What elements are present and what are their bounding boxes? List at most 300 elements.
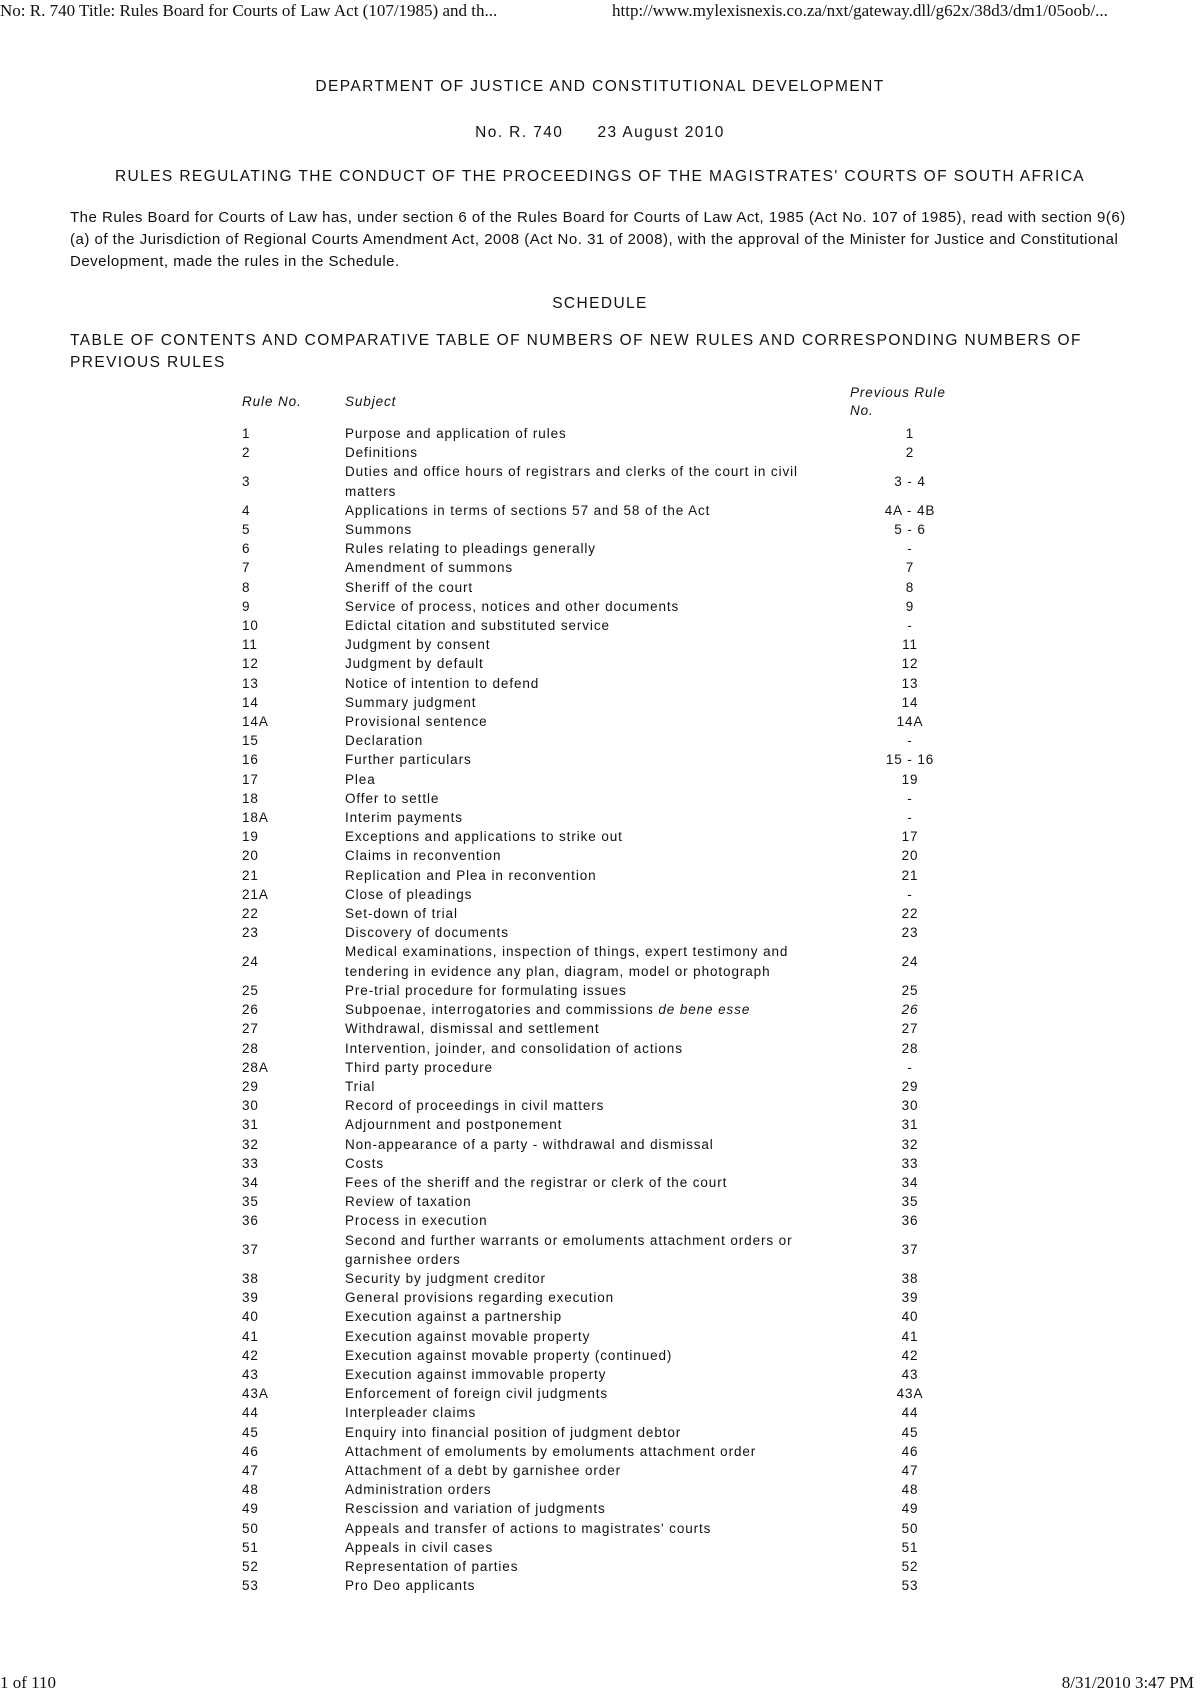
previous-rule-number: 3 - 4 xyxy=(894,474,926,489)
rule-subject xyxy=(345,1403,850,1422)
previous-rule-number: 24 xyxy=(901,954,919,970)
notice-number-date: No. R. 740 23 August 2010 xyxy=(475,124,725,141)
previous-rule-number: - xyxy=(907,886,913,902)
table-row xyxy=(242,981,970,1000)
rule-number: 30 xyxy=(242,1098,259,1114)
table-row xyxy=(242,1384,970,1403)
previous-rule-number: 46 xyxy=(901,1443,919,1459)
rule-number: 27 xyxy=(242,1021,259,1037)
print-header-title: No: R. 740 Title: Rules Board for Courts of Law Act (107/1985) and th... xyxy=(0,1,498,20)
rule-number: 3 xyxy=(242,474,251,489)
previous-rule-number: 15 - 16 xyxy=(885,752,935,768)
previous-rule-number: 35 xyxy=(901,1194,919,1210)
toc-header-row xyxy=(242,384,970,424)
previous-rule-number: 27 xyxy=(901,1021,919,1037)
previous-rule-number: 14A xyxy=(896,714,924,730)
rule-number: 51 xyxy=(242,1539,259,1555)
print-footer-datetime: 8/31/2010 3:47 PM xyxy=(1061,1673,1194,1692)
previous-rule-number: 11 xyxy=(902,637,918,653)
rule-number: 48 xyxy=(242,1482,259,1498)
rule-number: 34 xyxy=(242,1174,259,1190)
table-row xyxy=(242,770,970,789)
col-header-previous-rule-no: Previous Rule No. xyxy=(850,385,946,418)
rule-subject-text: Offer to settle xyxy=(345,790,440,806)
rule-subject-text: Adjournment and postponement xyxy=(345,1117,563,1133)
rule-subject xyxy=(345,827,850,846)
rule-number: 12 xyxy=(242,656,259,672)
table-row xyxy=(242,789,970,808)
rule-subject xyxy=(345,1423,850,1442)
rule-number: 28 xyxy=(242,1040,259,1056)
previous-rule-number: 43A xyxy=(896,1386,924,1402)
previous-rule-number: 28 xyxy=(901,1040,919,1056)
table-row xyxy=(242,674,970,693)
previous-rule-number: 23 xyxy=(901,925,919,941)
rule-subject-text: Rules relating to pleadings generally xyxy=(345,541,596,557)
rule-subject xyxy=(345,1211,850,1230)
table-row xyxy=(242,597,970,616)
rule-subject xyxy=(345,923,850,942)
table-row xyxy=(242,558,970,577)
rule-subject-text: Duties and office hours of registrars and clerks of the court in civil matters xyxy=(345,464,798,499)
rule-subject-text: Close of pleadings xyxy=(345,886,473,902)
rule-number: 8 xyxy=(242,579,251,595)
table-row xyxy=(242,501,970,520)
previous-rule-number: 40 xyxy=(901,1309,919,1325)
rule-subject-text: Security by judgment creditor xyxy=(345,1270,546,1286)
table-row xyxy=(242,1538,970,1557)
rule-number: 43 xyxy=(242,1366,259,1382)
previous-rule-number: 20 xyxy=(901,848,919,864)
table-row xyxy=(242,942,970,980)
rule-subject xyxy=(345,1000,850,1019)
rule-subject-text: Execution against a partnership xyxy=(345,1309,563,1325)
rule-subject xyxy=(345,712,850,731)
rule-number: 18A xyxy=(242,810,269,826)
rule-number: 50 xyxy=(242,1520,259,1536)
rule-subject xyxy=(345,674,850,693)
rule-subject xyxy=(345,1077,850,1096)
rule-number: 39 xyxy=(242,1290,259,1306)
department-heading: DEPARTMENT OF JUSTICE AND CONSTITUTIONAL DEVELOPMENT xyxy=(315,78,885,95)
rule-subject-text: Definitions xyxy=(345,445,418,461)
previous-rule-number: 13 xyxy=(901,675,919,691)
table-row xyxy=(242,712,970,731)
table-row xyxy=(242,750,970,769)
previous-rule-number: 39 xyxy=(901,1290,919,1306)
table-row xyxy=(242,1480,970,1499)
rule-subject xyxy=(345,1365,850,1384)
rule-subject xyxy=(345,597,850,616)
document-title: RULES REGULATING THE CONDUCT OF THE PROCEEDINGS OF THE MAGISTRATES' COURTS OF SOUTH AFRICA xyxy=(114,168,1086,185)
table-row xyxy=(242,635,970,654)
rule-subject xyxy=(345,1135,850,1154)
rule-number: 17 xyxy=(242,771,259,787)
rule-subject-text: Purpose and application of rules xyxy=(345,426,567,441)
rule-subject-text: Fees of the sheriff and the registrar or clerk of the court xyxy=(345,1174,728,1190)
previous-rule-number: - xyxy=(907,541,913,557)
rule-subject-text: Non-appearance of a party - withdrawal and dismissal xyxy=(345,1136,714,1152)
previous-rule-number: 51 xyxy=(901,1539,919,1555)
rule-subject-text: General provisions regarding execution xyxy=(345,1290,615,1306)
previous-rule-number: 41 xyxy=(901,1328,919,1344)
rule-subject-text: Declaration xyxy=(345,733,424,749)
rule-subject-text: Enquiry into financial position of judgment debtor xyxy=(345,1424,682,1440)
previous-rule-number: - xyxy=(907,733,913,749)
rule-subject-text: Appeals and transfer of actions to magistrates' courts xyxy=(345,1520,712,1536)
rule-number: 40 xyxy=(242,1309,259,1325)
rule-number: 9 xyxy=(242,598,251,614)
rule-subject-text: Summary judgment xyxy=(345,694,477,710)
previous-rule-number: 12 xyxy=(901,656,919,672)
rule-subject xyxy=(345,443,850,462)
table-row xyxy=(242,1211,970,1230)
table-row xyxy=(242,1365,970,1384)
previous-rule-number: 4A - 4B xyxy=(884,502,936,518)
rule-subject-text: Costs xyxy=(345,1155,385,1171)
table-row xyxy=(242,1077,970,1096)
previous-rule-number: 38 xyxy=(901,1270,919,1286)
rule-number: 29 xyxy=(242,1078,259,1094)
rule-subject-text: Execution against movable property xyxy=(345,1328,591,1344)
rule-subject xyxy=(345,1538,850,1557)
table-row xyxy=(242,808,970,827)
rule-subject-text: Judgment by default xyxy=(345,656,484,672)
rule-subject xyxy=(345,808,850,827)
rule-subject xyxy=(345,942,850,980)
rule-subject-text: Provisional sentence xyxy=(345,714,488,730)
print-header-url: http://www.mylexisnexis.co.za/nxt/gateway.dll/g62x/38d3/dm1/05oob/... xyxy=(612,1,1108,20)
rule-subject xyxy=(345,1192,850,1211)
rule-number: 23 xyxy=(242,925,259,941)
rule-subject xyxy=(345,1499,850,1518)
rule-number: 32 xyxy=(242,1136,259,1152)
rule-number: 42 xyxy=(242,1347,259,1363)
previous-rule-number: 48 xyxy=(901,1482,919,1498)
rule-number: 35 xyxy=(242,1194,259,1210)
table-row xyxy=(242,520,970,539)
rule-subject-text: Interpleader claims xyxy=(345,1405,477,1421)
previous-rule-number: 33 xyxy=(901,1155,919,1171)
rule-number: 24 xyxy=(242,954,259,970)
table-row xyxy=(242,578,970,597)
rule-subject-text: Set-down of trial xyxy=(345,906,458,922)
rule-number: 41 xyxy=(242,1328,259,1344)
table-row xyxy=(242,885,970,904)
previous-rule-number: 9 xyxy=(905,598,915,614)
previous-rule-number: 32 xyxy=(901,1136,919,1152)
table-row xyxy=(242,1058,970,1077)
rule-subject-text: Withdrawal, dismissal and settlement xyxy=(345,1021,600,1037)
rule-number: 22 xyxy=(242,906,259,922)
previous-rule-number: 7 xyxy=(905,560,915,576)
rule-number: 45 xyxy=(242,1424,259,1440)
rule-subject-text: Sheriff of the court xyxy=(345,579,474,595)
rule-subject xyxy=(345,1576,850,1595)
table-row xyxy=(242,1269,970,1288)
rule-subject xyxy=(345,1307,850,1326)
previous-rule-number: - xyxy=(907,618,913,634)
table-row xyxy=(242,1039,970,1058)
rule-subject xyxy=(345,1480,850,1499)
rule-subject-text: Third party procedure xyxy=(345,1059,493,1075)
rule-subject-text: Trial xyxy=(345,1078,376,1094)
table-row xyxy=(242,1423,970,1442)
previous-rule-number: 49 xyxy=(901,1501,919,1517)
table-row xyxy=(242,1288,970,1307)
rule-subject-text: Intervention, joinder, and consolidation of actions xyxy=(345,1040,683,1056)
table-row xyxy=(242,1192,970,1211)
rule-subject xyxy=(345,1269,850,1288)
rule-number: 14A xyxy=(242,714,269,730)
rule-number: 4 xyxy=(242,502,251,518)
rule-number: 31 xyxy=(242,1117,259,1133)
rule-subject-text: Plea xyxy=(345,771,376,787)
rule-subject-text: Attachment of a debt by garnishee order xyxy=(345,1462,621,1478)
rule-subject-text: Administration orders xyxy=(345,1482,492,1498)
rule-subject-text: Record of proceedings in civil matters xyxy=(345,1098,605,1114)
rule-subject xyxy=(345,520,850,539)
rule-subject xyxy=(345,846,850,865)
rule-number: 11 xyxy=(242,637,258,653)
toc-table xyxy=(242,384,970,1595)
rule-subject xyxy=(345,904,850,923)
previous-rule-number: 19 xyxy=(901,771,919,787)
rule-subject xyxy=(345,731,850,750)
rule-subject-text: Review of taxation xyxy=(345,1194,472,1210)
rule-subject xyxy=(345,578,850,597)
col-header-rule-no: Rule No. xyxy=(242,394,302,409)
table-row xyxy=(242,846,970,865)
rule-subject xyxy=(345,885,850,904)
previous-rule-number: 14 xyxy=(901,694,919,710)
rule-subject-text: Summons xyxy=(345,522,413,538)
table-row xyxy=(242,731,970,750)
table-row xyxy=(242,1115,970,1134)
previous-rule-number: - xyxy=(907,1059,913,1075)
rule-subject xyxy=(345,539,850,558)
previous-rule-number: 34 xyxy=(901,1174,919,1190)
rule-subject xyxy=(345,1173,850,1192)
previous-rule-number: 2 xyxy=(905,445,915,461)
rule-number: 13 xyxy=(242,675,259,691)
rule-subject xyxy=(345,750,850,769)
rule-subject-text: Pro Deo applicants xyxy=(345,1578,476,1594)
schedule-heading: SCHEDULE xyxy=(552,295,648,312)
toc-body xyxy=(242,424,970,1595)
rule-subject xyxy=(345,1288,850,1307)
rule-number: 43A xyxy=(242,1386,269,1402)
previous-rule-number: 5 - 6 xyxy=(894,522,926,538)
rule-subject xyxy=(345,1039,850,1058)
rule-number: 28A xyxy=(242,1059,269,1075)
table-row xyxy=(242,1442,970,1461)
rule-subject xyxy=(345,424,850,443)
rule-number: 21 xyxy=(242,867,259,883)
rule-number: 21A xyxy=(242,886,269,902)
rule-number: 25 xyxy=(242,982,259,998)
table-row xyxy=(242,1096,970,1115)
rule-subject-text: Service of process, notices and other documents xyxy=(345,598,680,614)
rule-subject xyxy=(345,981,850,1000)
print-footer-page: 1 of 110 xyxy=(0,1673,57,1692)
rule-subject-text: Amendment of summons xyxy=(345,560,514,576)
previous-rule-number: 47 xyxy=(901,1462,919,1478)
previous-rule-number: 52 xyxy=(901,1558,919,1574)
rule-subject-text: Second and further warrants or emoluments attachment orders or garnishee orders xyxy=(345,1232,793,1267)
rule-number: 6 xyxy=(242,541,251,557)
toc-heading: TABLE OF CONTENTS AND COMPARATIVE TABLE OF NUMBERS OF NEW RULES AND CORRESPONDING NUMBERS OF PREVIOUS RULES xyxy=(70,332,1082,371)
table-row xyxy=(242,1000,970,1019)
rule-subject-text: Judgment by consent xyxy=(345,637,491,653)
rule-subject xyxy=(345,693,850,712)
previous-rule-number: 31 xyxy=(901,1117,919,1133)
rule-subject xyxy=(345,616,850,635)
rule-subject xyxy=(345,501,850,520)
preamble-paragraph: The Rules Board for Courts of Law has, under section 6 of the Rules Board for Courts of Law Act, 1985 (Act No. 107 of 1985), read with section 9(6)(a) of the Jurisdiction of Regional Courts Amendment Act, 2008 (Act No. 31 of 2008), with the approval of the Minister for Justice and Constitutional Development, made the rules in the Schedule. xyxy=(70,209,1126,270)
rule-subject-text: Claims in reconvention xyxy=(345,848,502,864)
rule-subject-text: Process in execution xyxy=(345,1213,488,1229)
rule-subject xyxy=(345,1019,850,1038)
table-row xyxy=(242,1231,970,1269)
table-row xyxy=(242,616,970,635)
rule-subject-text: Rescission and variation of judgments xyxy=(345,1501,606,1517)
previous-rule-number: 8 xyxy=(905,579,915,595)
rule-number: 15 xyxy=(242,733,259,749)
table-row xyxy=(242,1307,970,1326)
previous-rule-number: 43 xyxy=(901,1366,919,1382)
table-row xyxy=(242,1499,970,1518)
table-row xyxy=(242,1519,970,1538)
rule-number: 52 xyxy=(242,1558,259,1574)
rule-number: 19 xyxy=(242,829,259,845)
table-row xyxy=(242,1154,970,1173)
previous-rule-number: 53 xyxy=(901,1578,919,1594)
table-row xyxy=(242,693,970,712)
table-row xyxy=(242,539,970,558)
rule-subject-text: Enforcement of foreign civil judgments xyxy=(345,1386,609,1402)
table-row xyxy=(242,654,970,673)
rule-subject-text: Medical examinations, inspection of things, expert testimony and tendering in evidence any plan, diagram, model or photograph xyxy=(345,944,789,979)
col-header-subject: Subject xyxy=(345,394,397,409)
previous-rule-number: 29 xyxy=(901,1078,919,1094)
rule-subject xyxy=(345,1096,850,1115)
rule-number: 33 xyxy=(242,1155,259,1171)
rule-number: 16 xyxy=(242,752,259,768)
rule-subject-text: Applications in terms of sections 57 and 58 of the Act xyxy=(345,502,711,518)
rule-number: 14 xyxy=(242,694,259,710)
previous-rule-number: 37 xyxy=(901,1242,919,1258)
previous-rule-number: 26 xyxy=(901,1002,919,1018)
rule-subject-text: Representation of parties xyxy=(345,1558,519,1574)
rule-number: 37 xyxy=(242,1242,259,1258)
previous-rule-number: 42 xyxy=(901,1347,919,1363)
rule-number: 49 xyxy=(242,1501,259,1517)
rule-subject-text: Subpoenae, interrogatories and commissions xyxy=(345,1002,654,1018)
previous-rule-number: 45 xyxy=(901,1424,919,1440)
rule-subject xyxy=(345,1231,850,1269)
table-row xyxy=(242,904,970,923)
table-row xyxy=(242,827,970,846)
rule-subject xyxy=(345,770,850,789)
rule-subject xyxy=(345,1461,850,1480)
rule-number: 44 xyxy=(242,1405,259,1421)
rule-number: 5 xyxy=(242,522,251,538)
previous-rule-number: 21 xyxy=(901,867,919,883)
rule-subject-text: Appeals in civil cases xyxy=(345,1539,494,1555)
rule-number: 46 xyxy=(242,1443,259,1459)
previous-rule-number: - xyxy=(907,810,913,826)
previous-rule-number: 36 xyxy=(901,1213,919,1229)
rule-subject-text: Execution against movable property (continued) xyxy=(345,1347,673,1363)
rule-subject-text: Execution against immovable property xyxy=(345,1366,607,1382)
table-row xyxy=(242,866,970,885)
rule-subject-text: Further particulars xyxy=(345,752,472,768)
rule-subject xyxy=(345,635,850,654)
rule-subject-text: Discovery of documents xyxy=(345,925,509,941)
previous-rule-number: 1 xyxy=(905,426,915,441)
table-row xyxy=(242,923,970,942)
rule-subject-text: Interim payments xyxy=(345,810,463,826)
table-row xyxy=(242,1327,970,1346)
previous-rule-number: 50 xyxy=(901,1520,919,1536)
table-row xyxy=(242,462,970,500)
rule-number: 26 xyxy=(242,1002,259,1018)
rule-number: 18 xyxy=(242,790,259,806)
previous-rule-number: 30 xyxy=(901,1098,919,1114)
rule-subject xyxy=(345,1442,850,1461)
previous-rule-number: 17 xyxy=(901,829,919,845)
rule-subject-text: Notice of intention to defend xyxy=(345,675,540,691)
previous-rule-number: 44 xyxy=(901,1405,919,1421)
rule-number: 36 xyxy=(242,1213,259,1229)
previous-rule-number: 25 xyxy=(901,982,919,998)
rule-subject xyxy=(345,1327,850,1346)
table-row xyxy=(242,1173,970,1192)
table-row xyxy=(242,1135,970,1154)
rule-subject xyxy=(345,1519,850,1538)
rule-subject xyxy=(345,1346,850,1365)
rule-subject xyxy=(345,1154,850,1173)
rule-subject-text: Exceptions and applications to strike out xyxy=(345,829,623,845)
rule-subject xyxy=(345,654,850,673)
rule-subject xyxy=(345,1058,850,1077)
table-row xyxy=(242,1461,970,1480)
previous-rule-number: 22 xyxy=(901,906,919,922)
table-row xyxy=(242,1019,970,1038)
rule-subject xyxy=(345,1557,850,1576)
rule-number: 47 xyxy=(242,1462,259,1478)
rule-subject xyxy=(345,1384,850,1403)
table-row xyxy=(242,443,970,462)
table-row xyxy=(242,1557,970,1576)
table-row xyxy=(242,1346,970,1365)
rule-subject xyxy=(345,558,850,577)
previous-rule-number: - xyxy=(907,790,913,806)
rule-subject xyxy=(345,462,850,500)
rule-subject-italic: de bene esse xyxy=(658,1002,751,1018)
rule-subject-text: Attachment of emoluments by emoluments attachment order xyxy=(345,1443,757,1459)
rule-number: 7 xyxy=(242,560,251,576)
rule-subject-text: Edictal citation and substituted service xyxy=(345,618,610,634)
table-row xyxy=(242,1576,970,1595)
rule-subject xyxy=(345,866,850,885)
rule-number: 2 xyxy=(242,445,251,461)
table-row xyxy=(242,424,970,443)
rule-number: 38 xyxy=(242,1270,259,1286)
table-row xyxy=(242,1403,970,1422)
rule-subject-text: Pre-trial procedure for formulating issues xyxy=(345,982,627,998)
